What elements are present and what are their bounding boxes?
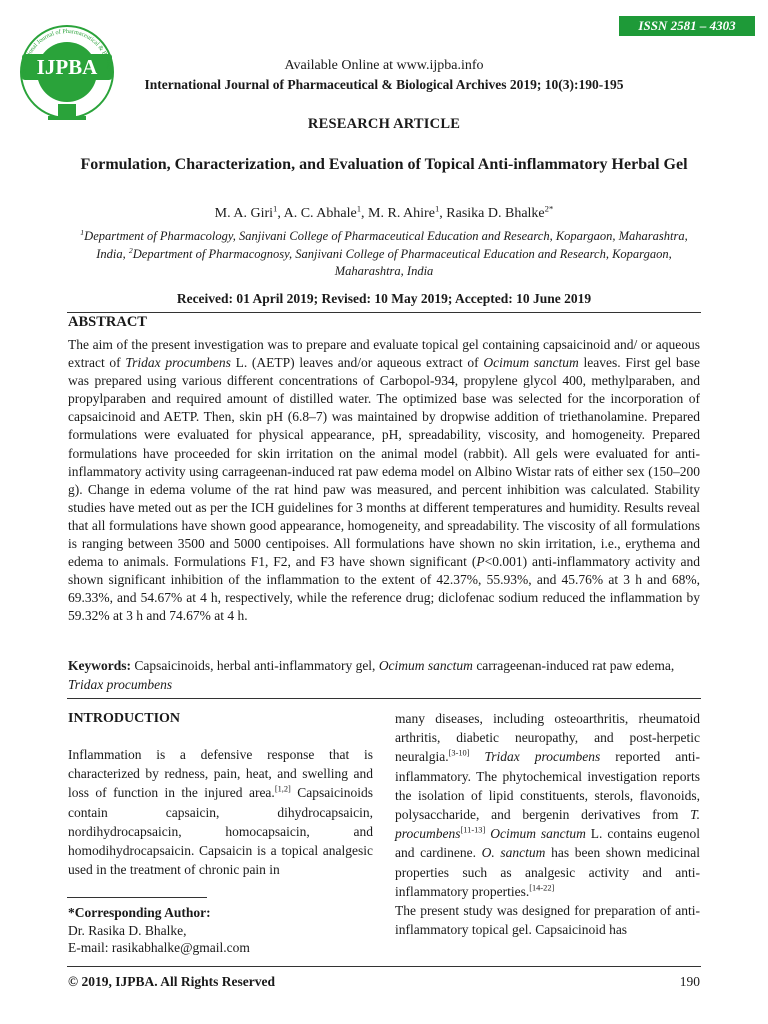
corresponding-author xyxy=(68,904,250,957)
author: M. R. Ahire xyxy=(368,206,435,221)
abstract-text: The aim of the present investigation was to prepare and evaluate topical gel containing capsaicinoid and/ or aqueous extract of Tridax procumbens L. (AETP) leaves and/or aqueous extract of Ocimum sanctum leaves. First gel base was prepared using various different concentrations of Carbopol-934, propylene glycol 400, methylparaben, and propylparaben and required amount of distilled water. The optimized base was selected for the incorporation of capsaicinoid and AETP. Then, skin pH (6.8–7) was maintained by dropwise addition of triethanolamine. Prepared formulations were evaluated for physical appearance, pH, spreadability, viscosity, and homogeneity. Prepared formulations have proceeded for skin irritation on the animal model (rabbit). All gels were evaluated for anti-inflammatory activity using carrageenan-induced rat paw edema model on Albino Wistar rats of either sex (150–200 g). Change in edema volume of the rat hind paw was measured, and percent inhibition was calculated. Stability studies have meted out as per the ICH guidelines for 3 months at different temperatures and humidity. Results reveal that all formulations have shown good appearance, homogeneity, and spreadability. The viscosity of all formulations is ranging between 3500 and 5000 centipoises. All formulations have shown no skin irritation, i.e., erythema and edema to animals. Formulations F1, F2, and F3 have shown significant (P<0.001) anti-inflammatory activity and shown significant inhibition of the inflammation to the extent of 42.37%, 55.93%, and 45.76% at 3 h and 68%, 69.33%, and 54.67% at 4 h, respectively, while the reference drug; diclofenac sodium reduced the inflammation by 59.32% at 3 h and 74.67% at 4 h. xyxy=(68,337,700,624)
affiliations: $^1$Department of Pharmacology, Sanjivani College of Pharmaceutical Education and Research, Kopargaon, Maharashtra, India, $^2$Department of Pharmacognosy, Sanjivani College of Pharmaceutical Education and Research, Kopargaon, Maharashtra, India xyxy=(80,227,688,278)
article-title: Formulation, Characterization, and Evaluation of Topical Anti-inflammatory Herbal Gel xyxy=(80,156,688,173)
keywords-label: Keywords: xyxy=(68,658,131,673)
corresponding-label: *Corresponding Author: xyxy=(68,905,211,920)
author: A. C. Abhale xyxy=(283,206,357,221)
divider xyxy=(67,312,701,313)
logo-ring-text: International Journal of Pharmaceutical & Biologic xyxy=(20,27,113,75)
abstract-heading: ABSTRACT xyxy=(68,314,147,330)
received-dates: Received: 01 April 2019; Revised: 10 May 2019; Accepted: 10 June 2019 xyxy=(176,291,592,306)
affiliation: Department of Pharmacology, Sanjivani College of Pharmaceutical Education and Research, Kopargaon, Maharashtra, India, xyxy=(84,229,688,261)
corresponding-name: Dr. Rasika D. Bhalke, xyxy=(68,922,187,938)
footnote-divider xyxy=(67,897,207,898)
corresponding-email: E-mail: rasikabhalke@gmail.com xyxy=(68,940,250,955)
introduction-paragraph: Inflammation is a defensive response that is characterized by redness, pain, heat, and swelling and loss of function in the injured area.[1,2] Capsaicinoids contain capsaicin, dihydrocapsaicin, nordihydrocapsaicin, homocapsaicin, and homodihydrocapsaicin. Capsaicin is a topical analgesic used in the treatment of chronic pain in xyxy=(68,747,373,878)
affiliation: Department of Pharmacognosy, Sanjivani College of Pharmaceutical Education and Research, Kopargaon, Maharashtra, India xyxy=(132,246,672,278)
footer-divider xyxy=(67,966,701,967)
introduction-column-2: many diseases, including osteoarthritis, rheumatoid arthritis, diabetic neuropathy, and post-herpetic neuralgia.[3-10] Tridax procumbens reported anti-inflammatory. The phytochemical investigation reports the isolation of lipid constituents, sterols, flavonoids, polysaccharide, and bergenin derivatives from T. procumbens[11-13] Ocimum sanctum L. contains eugenol and cardinene. O. sanctum has been shown medicinal properties such as analgesic activity and anti-inflammatory properties.[14-22] The present study was designed for preparation of anti-inflammatory topical gel. Capsaicinoid has xyxy=(395,711,701,938)
introduction-heading: INTRODUCTION xyxy=(68,711,181,726)
author: M. A. Giri xyxy=(214,206,274,221)
logo-text: IJPBA xyxy=(36,55,98,79)
issn-badge: ISSN 2581 – 4303 xyxy=(619,16,755,36)
author-list: M. A. Giri$^1$, A. C. Abhale$^1$, M. R. Ahire$^1$, Rasika D. Bhalke$^{2*}$ xyxy=(214,203,554,221)
keywords: Keywords: Capsaicinoids, herbal anti-inflammatory gel, Ocimum sanctum carrageenan-induced rat paw edema, Tridax procumbens xyxy=(68,658,675,692)
copyright: © 2019, IJPBA. All Rights Reserved xyxy=(68,974,275,989)
divider xyxy=(67,698,701,699)
author: Rasika D. Bhalke xyxy=(446,206,545,221)
article-type: RESEARCH ARTICLE xyxy=(307,116,461,132)
available-online: Available Online at www.ijpba.info xyxy=(284,58,484,73)
journal-citation: International Journal of Pharmaceutical & Biological Archives 2019; 10(3):190-195 xyxy=(144,77,624,92)
page-number: 190 xyxy=(679,974,700,989)
